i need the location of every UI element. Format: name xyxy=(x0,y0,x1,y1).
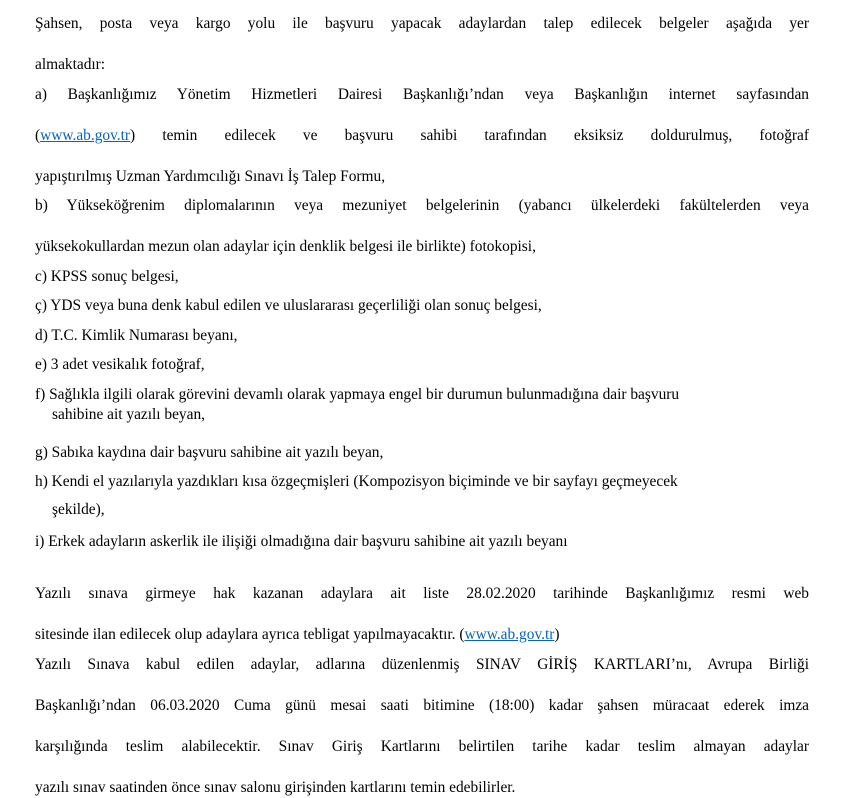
list-item-e: e) 3 adet vesikalık fotoğraf, xyxy=(35,355,809,376)
list-item-i: i) Erkek adayların askerlik ile ilişiği olmadığına dair başvuru sahibine ait yazılı beyanı xyxy=(35,532,809,553)
list-item-f xyxy=(35,385,809,426)
list-item-b xyxy=(35,196,809,258)
list-item-h xyxy=(35,472,809,526)
para1-close-paren: ) xyxy=(554,626,559,643)
list-item-a xyxy=(35,85,809,188)
intro-line-2: almaktadır: xyxy=(35,55,809,76)
paragraph-entry-cards xyxy=(35,655,809,798)
item-b-line-2: yüksekokullardan mezun olan adaylar için denklik belgesi ile birlikte) fotokopisi, xyxy=(35,237,809,258)
paragraph-exam-list xyxy=(35,584,809,646)
item-a-paren: ( xyxy=(35,127,40,144)
para2-line-3: karşılığında teslim alabilecektir. Sınav Giriş Kartlarını belirtilen tarihe kadar teslim almayan adaylar xyxy=(35,737,809,778)
item-h-line-1: h) Kendi el yazılarıyla yazdıkları kısa özgeçmişleri (Kompozisyon biçiminde ve bir sayfayı geçmeyecek xyxy=(35,472,809,493)
item-h-line-2: şekilde), xyxy=(35,493,809,526)
intro-line-1: Şahsen, posta veya kargo yolu ile başvuru yapacak adaylardan talep edilecek belgeler aşağıda yer xyxy=(35,14,809,55)
website-link-2[interactable]: www.ab.gov.tr xyxy=(464,626,554,643)
para2-line-1: Yazılı Sınava kabul edilen adaylar, adlarına düzenlenmiş SINAV GİRİŞ KARTLARI’nı, Avrupa Birliği xyxy=(35,655,809,696)
item-f-line-1: f) Sağlıkla ilgili olarak görevini devamlı olarak yapmaya engel bir durumun bulunmadığına dair başvuru xyxy=(35,385,809,406)
document-page xyxy=(35,14,809,798)
item-b-line-1: b) Yükseköğrenim diplomalarının veya mezuniyet belgelerinin (yabancı ülkelerdeki fakültelerden veya xyxy=(35,196,809,237)
list-item-d: d) T.C. Kimlik Numarası beyanı, xyxy=(35,326,809,347)
para1-line-2-text: sitesinde ilan edilecek olup adaylara ayrıca tebligat yapılmayacaktır. ( xyxy=(35,626,464,643)
list-item-c: c) KPSS sonuç belgesi, xyxy=(35,267,809,288)
item-f-line-2: sahibine ait yazılı beyan, xyxy=(35,405,809,426)
item-a-line-2-rest: ) temin edilecek ve başvuru sahibi tarafından eksiksiz doldurulmuş, fotoğraf xyxy=(130,127,809,144)
intro-paragraph xyxy=(35,14,809,76)
item-a-line-2 xyxy=(35,126,809,167)
para2-line-2: Başkanlığı’ndan 06.03.2020 Cuma günü mesai saati bitimine (18:00) kadar şahsen müracaat ederek imza xyxy=(35,696,809,737)
website-link[interactable]: www.ab.gov.tr xyxy=(40,127,130,144)
para1-line-1: Yazılı sınava girmeye hak kazanan adaylara ait liste 28.02.2020 tarihinde Başkanlığımız resmi web xyxy=(35,584,809,625)
para2-line-4: yazılı sınav saatinden önce sınav salonu girişinden kartlarını temin edebilirler. xyxy=(35,778,809,798)
para1-line-2 xyxy=(35,625,809,646)
list-item-cc: ç) YDS veya buna denk kabul edilen ve uluslararası geçerliliği olan sonuç belgesi, xyxy=(35,296,809,317)
item-a-line-1: a) Başkanlığımız Yönetim Hizmetleri Dairesi Başkanlığı’ndan veya Başkanlığın internet sayfasından xyxy=(35,85,809,126)
item-a-line-3: yapıştırılmış Uzman Yardımcılığı Sınavı İş Talep Formu, xyxy=(35,167,809,188)
list-item-g: g) Sabıka kaydına dair başvuru sahibine ait yazılı beyan, xyxy=(35,443,809,464)
